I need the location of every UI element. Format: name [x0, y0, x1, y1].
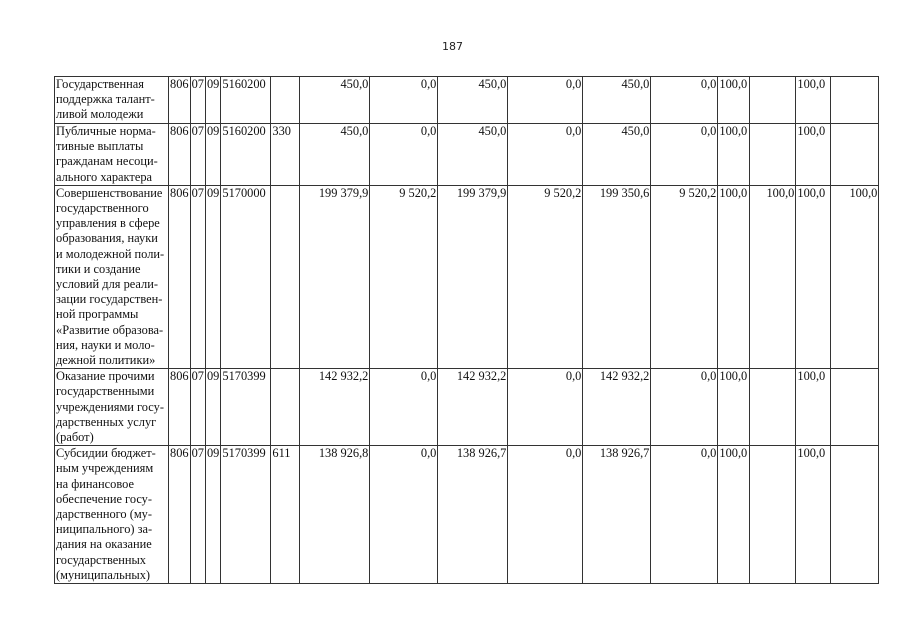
csr-code-cell: 5170399 — [221, 369, 271, 446]
row-name-cell — [55, 124, 169, 186]
percent-cell: 100,0 — [796, 185, 831, 368]
csr-code-cell: 5160200 — [221, 77, 271, 124]
value-cell: 0,0 — [651, 124, 718, 186]
value-cell: 0,0 — [370, 124, 438, 186]
gr-code-cell: 806 — [169, 124, 191, 186]
value-cell: 199 350,6 — [583, 185, 651, 368]
name-line: ным учреждениям — [56, 461, 154, 476]
name-line: государственного — [56, 201, 149, 216]
value-cell: 9 520,2 — [370, 185, 438, 368]
value-cell: 142 932,2 — [438, 369, 508, 446]
value-cell: 138 926,8 — [300, 446, 370, 584]
row-name-cell — [55, 77, 169, 124]
pr-code-cell: 09 — [205, 185, 220, 368]
value-cell: 450,0 — [438, 124, 508, 186]
rz-code-cell: 07 — [190, 77, 205, 124]
name-line: Оказание прочими — [56, 369, 155, 384]
rz-code-cell: 07 — [190, 369, 205, 446]
value-cell: 138 926,7 — [583, 446, 651, 584]
row-name-cell — [55, 446, 169, 584]
value-cell: 0,0 — [651, 369, 718, 446]
name-line: поддержка талант- — [56, 92, 155, 107]
value-cell: 0,0 — [370, 446, 438, 584]
value-cell: 138 926,7 — [438, 446, 508, 584]
vr-code-cell: 611 — [271, 446, 300, 584]
vr-code-cell — [271, 185, 300, 368]
percent-cell: 100,0 — [718, 446, 750, 584]
value-cell: 199 379,9 — [300, 185, 370, 368]
value-cell: 199 379,9 — [438, 185, 508, 368]
value-cell: 9 520,2 — [651, 185, 718, 368]
table-row — [55, 77, 879, 124]
name-line: Совершенствование — [56, 185, 163, 200]
table-row — [55, 124, 879, 186]
vr-code-cell: 330 — [271, 124, 300, 186]
value-cell: 0,0 — [370, 77, 438, 124]
gr-code-cell: 806 — [169, 369, 191, 446]
percent-cell: 100,0 — [718, 124, 750, 186]
pr-code-cell: 09 — [205, 369, 220, 446]
value-cell: 9 520,2 — [508, 185, 583, 368]
value-cell: 450,0 — [300, 77, 370, 124]
name-line: (муниципальных) — [56, 567, 151, 582]
vr-code-cell — [271, 369, 300, 446]
name-line: ния, науки и моло- — [56, 337, 155, 352]
csr-code-cell: 5160200 — [221, 124, 271, 186]
percent-cell — [750, 369, 796, 446]
percent-cell — [750, 124, 796, 186]
name-line: государственными — [56, 384, 155, 399]
value-cell: 0,0 — [651, 77, 718, 124]
name-line: ливой молодежи — [56, 107, 144, 122]
name-line: дания на оказание — [56, 537, 152, 552]
name-line: учреждениями госу- — [56, 399, 164, 414]
name-line: дарственных услуг — [56, 414, 157, 429]
percent-cell: 100,0 — [796, 77, 831, 124]
percent-cell: 100,0 — [796, 446, 831, 584]
value-cell: 142 932,2 — [300, 369, 370, 446]
percent-cell: 100,0 — [796, 369, 831, 446]
name-line: ной программы — [56, 307, 139, 322]
name-line: (работ) — [56, 430, 94, 445]
row-name-cell — [55, 369, 169, 446]
percent-cell — [831, 369, 879, 446]
page-number: 187 — [442, 40, 463, 53]
value-cell: 0,0 — [651, 446, 718, 584]
name-line: «Развитие образова- — [56, 322, 164, 337]
name-line: на финансовое — [56, 476, 134, 491]
name-line: тики и создание — [56, 261, 141, 276]
value-cell: 0,0 — [508, 77, 583, 124]
pr-code-cell: 09 — [205, 124, 220, 186]
table-body — [55, 77, 879, 584]
name-line: условий для реали- — [56, 277, 158, 292]
name-line: образования, науки — [56, 231, 158, 246]
name-line: и молодежной поли- — [56, 246, 165, 261]
value-cell: 0,0 — [508, 369, 583, 446]
value-cell: 450,0 — [583, 124, 651, 186]
name-line: Публичные норма- — [56, 124, 156, 138]
percent-cell: 100,0 — [831, 185, 879, 368]
percent-cell: 100,0 — [796, 124, 831, 186]
vr-code-cell — [271, 77, 300, 124]
table-row — [55, 185, 879, 368]
table-row — [55, 446, 879, 584]
pr-code-cell: 09 — [205, 77, 220, 124]
gr-code-cell: 806 — [169, 77, 191, 124]
value-cell: 0,0 — [370, 369, 438, 446]
name-line: управления в сфере — [56, 216, 160, 231]
percent-cell — [831, 446, 879, 584]
row-name-cell — [55, 185, 169, 368]
pr-code-cell: 09 — [205, 446, 220, 584]
percent-cell: 100,0 — [718, 77, 750, 124]
percent-cell: 100,0 — [750, 185, 796, 368]
name-line: обеспечение госу- — [56, 491, 152, 506]
name-line: государственных — [56, 552, 147, 567]
value-cell: 450,0 — [438, 77, 508, 124]
percent-cell: 100,0 — [718, 369, 750, 446]
name-line: ального характера — [56, 169, 153, 184]
value-cell: 0,0 — [508, 124, 583, 186]
percent-cell — [831, 77, 879, 124]
percent-cell: 100,0 — [718, 185, 750, 368]
budget-table — [54, 76, 879, 584]
csr-code-cell: 5170399 — [221, 446, 271, 584]
csr-code-cell: 5170000 — [221, 185, 271, 368]
name-line: дежной политики» — [56, 353, 156, 368]
name-line: зации государствен- — [56, 292, 163, 307]
percent-cell — [750, 77, 796, 124]
name-line: ниципального) за- — [56, 522, 153, 537]
percent-cell — [750, 446, 796, 584]
rz-code-cell: 07 — [190, 185, 205, 368]
gr-code-cell: 806 — [169, 446, 191, 584]
name-line: Субсидии бюджет- — [56, 446, 156, 461]
table-row — [55, 369, 879, 446]
value-cell: 142 932,2 — [583, 369, 651, 446]
value-cell: 0,0 — [508, 446, 583, 584]
value-cell: 450,0 — [300, 124, 370, 186]
name-line: тивные выплаты — [56, 139, 144, 154]
name-line: Государственная — [56, 77, 144, 91]
gr-code-cell: 806 — [169, 185, 191, 368]
rz-code-cell: 07 — [190, 124, 205, 186]
name-line: гражданам несоци- — [56, 154, 158, 169]
name-line: дарственного (му- — [56, 507, 153, 522]
rz-code-cell: 07 — [190, 446, 205, 584]
value-cell: 450,0 — [583, 77, 651, 124]
percent-cell — [831, 124, 879, 186]
